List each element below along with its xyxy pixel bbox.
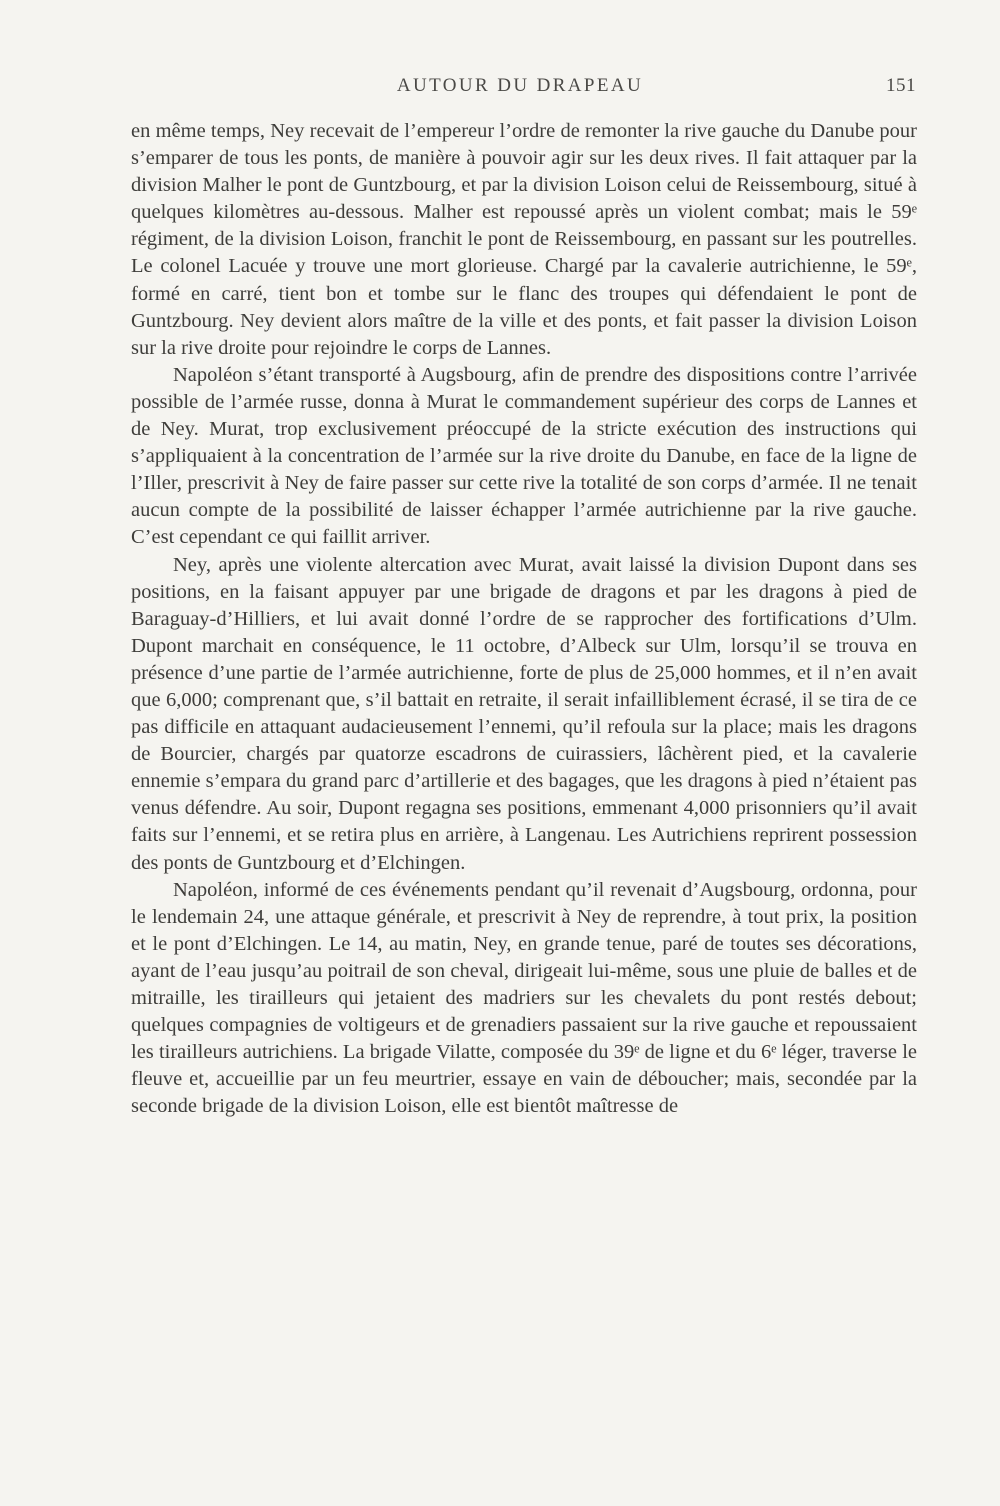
body-text bbox=[131, 118, 917, 1120]
running-title: AUTOUR DU DRAPEAU bbox=[396, 75, 644, 96]
running-head bbox=[130, 75, 916, 103]
paragraph: Napoléon, informé de ces événements pendant qu’il revenait d’Augsbourg, ordonna, pour le lendemain 24, une attaque générale, et prescrivit à Ney de reprendre, à tout prix, la position et le pont d’Elchingen. Le 14, au matin, Ney, en grande tenue, paré de toutes ses décorations, ayant de l’eau jusqu’au poitrail de son cheval, dirigeait lui-même, sous une pluie de balles et de mitraille, les tirailleurs qui jetaient des madriers sur les chevalets du pont restés debout; quelques compagnies de voltigeurs et de grenadiers passaient sur la rive gauche et repoussaient les tirailleurs autrichiens. La brigade Vilatte, composée du 39ᵉ de ligne et du 6ᵉ léger, traverse le fleuve et, accueillie par un feu meurtrier, essaye en vain de déboucher; mais, secondée par la seconde brigade de la division Loison, elle est bientôt maîtresse de bbox=[131, 878, 917, 1118]
page-number: 151 bbox=[886, 75, 916, 96]
paragraph: Ney, après une violente altercation avec Murat, avait laissé la division Dupont dans ses positions, en la faisant appuyer par une brigade de dragons et par les dragons à pied de Baraguay-d’Hilliers, et lui avait donné l’ordre de se rapprocher des fortifications d’Ulm. Dupont marchait en conséquence, le 11 octobre, d’Albeck sur Ulm, lorsqu’il se trouva en présence d’une partie de l’armée autrichienne, forte de plus de 25,000 hommes, et il n’en avait que 6,000; comprenant que, s’il battait en retraite, il serait infailliblement écrasé, il se tira de ce pas difficile en attaquant audacieusement l’ennemi, qu’il refoula sur la place; mais les dragons de Bourcier, chargés par quatorze escadrons de cuirassiers, lâchèrent pied, et la cavalerie ennemie s’empara du grand parc d’artillerie et des bagages, que les dragons à pied n’étaient pas venus défendre. Au soir, Dupont regagna ses positions, emmenant 4,000 prisonniers qu’il avait faits sur l’ennemi, et se retira plus en arrière, à Langenau. Les Autrichiens reprirent possession des ponts de Guntzbourg et d’Elchingen. bbox=[131, 553, 917, 874]
paragraph: Napoléon s’étant transporté à Augsbourg, afin de prendre des dispositions contre l’arrivée possible de l’armée russe, donna à Murat le commandement supérieur des corps de Lannes et de Ney. Murat, trop exclusivement préoccupé de la stricte exécution des instructions qui s’appliquaient à la concentration de l’armée sur la rive droite du Danube, en face de la ligne de l’Iller, prescrivit à Ney de faire passer sur cette rive la totalité de son corps d’armée. Il ne tenait aucun compte de la possibilité de laisser échapper l’armée autrichienne par la rive gauche. C’est cependant ce qui faillit arriver. bbox=[131, 363, 917, 549]
paragraph-continued: en même temps, Ney recevait de l’empereur l’ordre de remonter la rive gauche du Danube pour s’emparer de tous les ponts, de manière à pouvoir agir sur les deux rives. Il fait attaquer par la division Malher le pont de Guntzbourg, et par la division Loison celui de Reissembourg, situé à quelques kilomètres au-dessous. Malher est repoussé après un violent combat; mais le 59ᵉ régiment, de la division Loison, franchit le pont de Reissembourg, en passant sur les poutrelles. Le colonel Lacuée y trouve une mort glorieuse. Chargé par la cavalerie autrichienne, le 59ᵉ, formé en carré, tient bon et tombe sur le flanc des troupes qui défendaient le pont de Guntzbourg. Ney devient alors maître de la ville et des ponts, et fait passer la division Loison sur la rive droite pour rejoindre le corps de Lannes. bbox=[131, 120, 917, 359]
